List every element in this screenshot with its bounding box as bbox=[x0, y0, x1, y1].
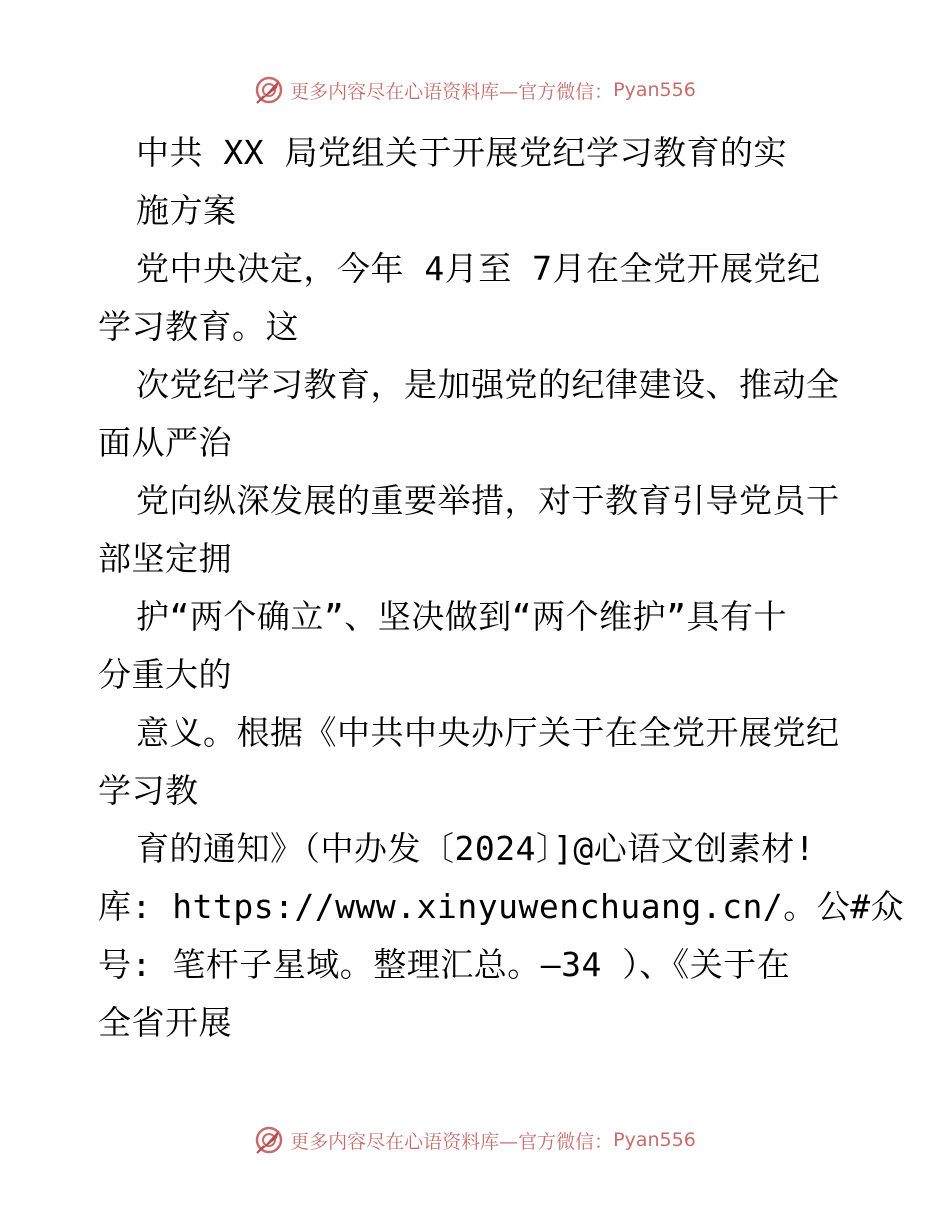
document-line: 党向纵深发展的重要举措，对于教育引导党员干 bbox=[136, 481, 840, 520]
document-line: 护“两个确立”、坚决做到“两个维护”具有十 bbox=[136, 597, 787, 636]
footer-banner-text: 更多内容尽在心语资料库—官方微信： bbox=[290, 1130, 614, 1153]
document-line: 部坚定拥 bbox=[98, 539, 232, 578]
document-line: 面从严治 bbox=[98, 423, 232, 462]
footer-banner-contact: Pyan556 bbox=[613, 1129, 696, 1151]
document-line: 分重大的 bbox=[98, 655, 232, 694]
document-line: 中共 XX 局党组关于开展党纪学习教育的实 bbox=[136, 133, 787, 172]
document-line: 次党纪学习教育，是加强党的纪律建设、推动全 bbox=[136, 365, 840, 404]
header-banner-text: 更多内容尽在心语资料库—官方微信： bbox=[290, 80, 614, 103]
quill-pen-logo-icon bbox=[254, 75, 284, 105]
document-body bbox=[98, 124, 905, 1052]
footer-watermark-banner bbox=[0, 1118, 950, 1162]
document-line: 党中央决定，今年 4月至 7月在全党开展党纪 bbox=[136, 249, 821, 288]
quill-pen-logo-icon bbox=[254, 1125, 284, 1155]
document-line: 育的通知》（中办发〔2024〕]@心语文创素材! bbox=[136, 829, 816, 868]
document-line: 全省开展 bbox=[98, 1003, 232, 1042]
document-line: 意义。根据《中共中央办厅关于在全党开展党纪 bbox=[136, 713, 840, 752]
header-banner-contact: Pyan556 bbox=[613, 79, 696, 101]
document-line: 施方案 bbox=[136, 191, 237, 230]
document-line: 学习教 bbox=[98, 771, 199, 810]
document-line: 号: 笔杆子星域。整理汇总。—34 ）、《关于在 bbox=[98, 945, 791, 984]
document-line: 学习教育。这 bbox=[98, 307, 299, 346]
document-line: 库: https://www.xinyuwenchuang.cn/。公#众 bbox=[98, 887, 905, 926]
header-watermark-banner bbox=[0, 68, 950, 112]
